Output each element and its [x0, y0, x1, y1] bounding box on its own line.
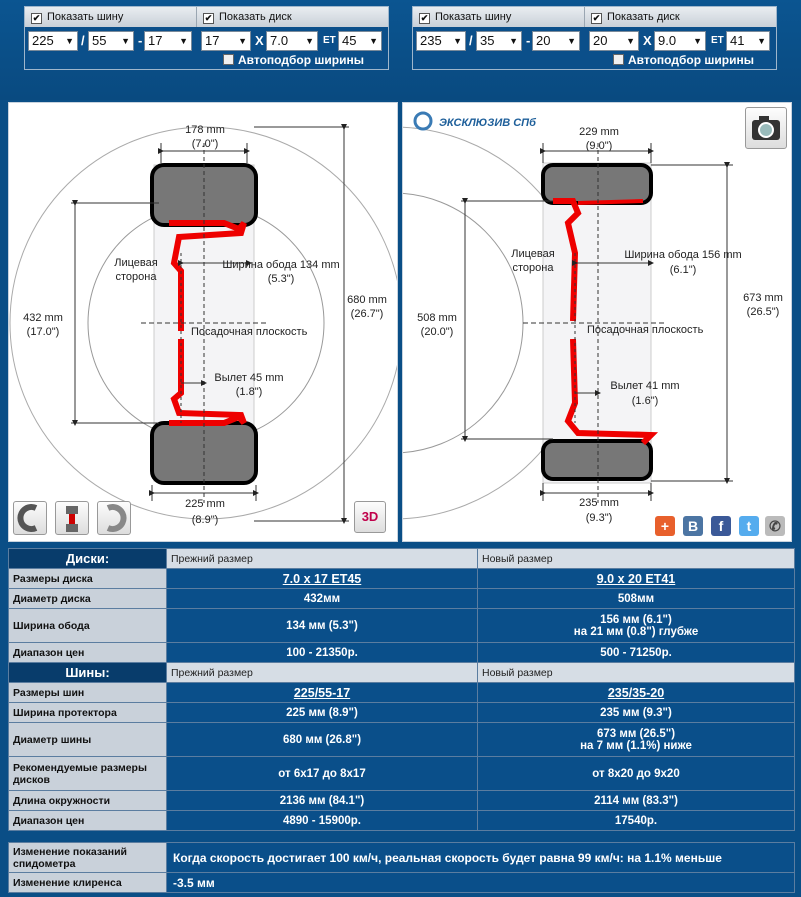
chevron-down-icon: ▼	[453, 36, 462, 46]
show-disk-toggle[interactable]	[585, 7, 778, 27]
checkbox-checked-icon[interactable]: ✔	[32, 13, 41, 23]
rim-width-label: Ширина обода 134 mm	[222, 259, 340, 271]
new-value: 235 мм (9.3")	[478, 703, 795, 723]
old-value: 432мм	[167, 589, 478, 609]
top-width-mm: 229 mm	[579, 126, 619, 138]
show-tire-toggle[interactable]	[25, 7, 197, 27]
row-label: Ширина протектора	[9, 703, 167, 723]
offset-in: (1.6")	[631, 395, 659, 407]
chevron-down-icon: ▼	[121, 36, 130, 46]
table-row	[9, 703, 795, 723]
wheel-side-icon	[98, 502, 130, 534]
x-separator: X	[643, 33, 652, 48]
table-row	[9, 757, 795, 791]
new-value-line1: 156 мм (6.1")	[600, 613, 672, 626]
speedometer-row	[9, 843, 795, 873]
clearance-change-text: -3.5 мм	[167, 873, 795, 893]
new-value	[478, 723, 795, 757]
checkbox-icon[interactable]	[613, 54, 624, 65]
tire-diameter-mm: 680 mm	[347, 294, 387, 306]
select-value: 7.0	[270, 33, 289, 48]
table-row	[9, 791, 795, 811]
face-side-label: Лицевая	[511, 248, 555, 260]
chevron-down-icon: ▼	[65, 36, 74, 46]
select-value: 225	[32, 33, 54, 48]
checkbox-icon[interactable]	[223, 54, 234, 65]
row-label: Рекомендуемые размеры дисков	[9, 757, 167, 791]
tire-profile-select[interactable]	[88, 31, 134, 51]
select-value: 235	[420, 33, 442, 48]
top-width-in: (7.0")	[191, 138, 219, 150]
old-value: 134 мм (5.3")	[167, 609, 478, 643]
show-disk-toggle[interactable]	[197, 7, 390, 27]
table-row	[9, 811, 795, 831]
old-tire-size-link[interactable]: 225/55-17	[293, 685, 351, 700]
old-value: 2136 мм (84.1")	[167, 791, 478, 811]
new-value: 2114 мм (83.3")	[478, 791, 795, 811]
disk-diameter-mm: 508 mm	[417, 312, 457, 324]
row-label: Диаметр шины	[9, 723, 167, 757]
new-value: 508мм	[478, 589, 795, 609]
disks-section-title: Диски:	[9, 549, 167, 569]
seat-plane-label: Посадочная плоскость	[587, 324, 704, 336]
select-value: 35	[480, 33, 495, 48]
old-disk-size-link[interactable]: 7.0 x 17 ET45	[282, 571, 362, 586]
slash-separator: /	[469, 33, 473, 48]
tire-diameter-in: (26.7")	[350, 308, 384, 320]
size-controls-bar	[0, 0, 801, 100]
old-value: 680 мм (26.8")	[167, 723, 478, 757]
tire-section-icon	[14, 502, 46, 534]
speedometer-change-text: Когда скорость достигает 100 км/ч, реальная скорость будет равна 99 км/ч: на 1.1% меньше	[167, 843, 795, 873]
disk-diameter-mm: 432 mm	[23, 312, 63, 324]
row-label: Диапазон цен	[9, 811, 167, 831]
chevron-down-icon: ▼	[238, 36, 247, 46]
face-side-label-2: сторона	[115, 271, 157, 283]
auto-width-label: Автоподбор ширины	[238, 53, 364, 67]
disk-et-select[interactable]	[726, 31, 770, 51]
bottom-width-mm: 235 mm	[579, 497, 619, 509]
show-disk-label: Показать диск	[607, 11, 680, 23]
disk-width-select[interactable]	[654, 31, 706, 51]
table-row	[9, 609, 795, 643]
show-tire-toggle[interactable]	[413, 7, 585, 27]
new-value-line2: на 7 мм (1.1%) ниже	[580, 739, 692, 752]
new-value: от 8x20 до 9x20	[478, 757, 795, 791]
tire-diameter-in: (26.5")	[746, 306, 780, 318]
chevron-down-icon: ▼	[567, 36, 576, 46]
x-separator: X	[255, 33, 264, 48]
row-label: Диаметр диска	[9, 589, 167, 609]
chevron-down-icon: ▼	[179, 36, 188, 46]
tire-width-select[interactable]	[28, 31, 78, 51]
table-row	[9, 723, 795, 757]
new-tire-size-link[interactable]: 235/35-20	[607, 685, 665, 700]
old-size-column-header: Прежний размер	[167, 549, 478, 569]
3d-icon: 3D	[361, 509, 379, 524]
select-value: 20	[536, 33, 551, 48]
summary-table	[8, 842, 795, 893]
share-plus-icon[interactable]: +	[655, 516, 675, 536]
clearance-row	[9, 873, 795, 893]
new-value: 500 - 71250р.	[478, 643, 795, 663]
tires-header-row	[9, 663, 795, 683]
tires-section-title: Шины:	[9, 663, 167, 683]
new-value	[478, 569, 795, 589]
tire-width-select[interactable]	[416, 31, 466, 51]
old-size-column-header: Прежний размер	[167, 663, 478, 683]
row-label: Размеры диска	[9, 569, 167, 589]
select-value: 17	[205, 33, 220, 48]
twitter-icon[interactable]: t	[739, 516, 759, 536]
tire-rim-select[interactable]	[144, 31, 192, 51]
facebook-icon[interactable]: f	[711, 516, 731, 536]
offset-label: Вылет 41 mm	[610, 380, 680, 392]
brand-name: ЭКСКЛЮЗИВ СПб	[439, 117, 536, 129]
disk-diameter-select[interactable]	[201, 31, 251, 51]
tire-rim-select[interactable]	[532, 31, 580, 51]
select-value: 41	[730, 33, 745, 48]
et-label: ET	[323, 35, 336, 46]
brand-logo-icon	[415, 113, 431, 129]
checkbox-checked-icon[interactable]: ✔	[204, 13, 213, 23]
profile-view-button[interactable]	[55, 501, 89, 535]
disks-header-row	[9, 549, 795, 569]
top-width-in: (9.0")	[585, 140, 613, 152]
new-value	[478, 683, 795, 703]
et-label: ET	[711, 35, 724, 46]
chevron-down-icon: ▼	[757, 36, 766, 46]
tire-diameter-mm: 673 mm	[743, 292, 783, 304]
bottom-width-in: (8.9")	[191, 514, 219, 526]
checkbox-checked-icon[interactable]: ✔	[592, 13, 601, 23]
new-value-line2: на 21 мм (0.8") глубже	[573, 625, 699, 638]
disk-width-select[interactable]	[266, 31, 318, 51]
camera-icon	[746, 108, 786, 148]
wheel-profile-icon	[56, 502, 88, 534]
auto-width-label: Автоподбор ширины	[628, 53, 754, 67]
disk-diameter-select[interactable]	[589, 31, 639, 51]
show-disk-label: Показать диск	[219, 11, 292, 23]
new-value-line1: 673 мм (26.5")	[596, 727, 676, 740]
new-wheel-drawing	[403, 103, 792, 542]
screenshot-button[interactable]	[745, 107, 787, 149]
row-label: Ширина обода	[9, 609, 167, 643]
row-label: Изменение показаний спидометра	[9, 843, 167, 873]
old-value: 100 - 21350р.	[167, 643, 478, 663]
auto-width-checkbox[interactable]	[223, 53, 364, 67]
3d-view-button[interactable]	[354, 501, 386, 533]
disk-diameter-in: (17.0")	[26, 326, 60, 338]
vk-icon[interactable]: B	[683, 516, 703, 536]
old-size-panel	[24, 6, 389, 70]
old-wheel-drawing	[9, 103, 398, 542]
table-row	[9, 569, 795, 589]
disk-diameter-in: (20.0")	[420, 326, 454, 338]
select-value: 9.0	[658, 33, 677, 48]
new-wheel-diagram	[402, 102, 792, 542]
skype-icon[interactable]: ✆	[765, 516, 785, 536]
bottom-width-in: (9.3")	[585, 512, 613, 524]
top-width-mm: 178 mm	[185, 124, 225, 136]
row-label: Длина окружности	[9, 791, 167, 811]
new-size-column-header: Новый размер	[478, 663, 795, 683]
comparison-table	[8, 548, 795, 831]
checkbox-checked-icon[interactable]: ✔	[420, 13, 429, 23]
dash-separator: -	[526, 33, 531, 48]
select-value: 17	[148, 33, 163, 48]
tire-profile-select[interactable]	[476, 31, 522, 51]
table-row	[9, 589, 795, 609]
show-tire-label: Показать шину	[435, 11, 512, 23]
chevron-down-icon: ▼	[305, 36, 314, 46]
new-value: 17540р.	[478, 811, 795, 831]
old-value: от 6x17 до 8x17	[167, 757, 478, 791]
select-value: 45	[342, 33, 357, 48]
side-view-button[interactable]	[97, 501, 131, 535]
chevron-down-icon: ▼	[509, 36, 518, 46]
new-disk-size-link[interactable]: 9.0 x 20 ET41	[596, 571, 676, 586]
auto-width-checkbox[interactable]	[613, 53, 754, 67]
panel-header	[25, 7, 388, 27]
chevron-down-icon: ▼	[693, 36, 702, 46]
tire-view-button[interactable]	[13, 501, 47, 535]
rim-width-in: (6.1")	[669, 264, 697, 276]
face-side-label: Лицевая	[114, 257, 158, 269]
dash-separator: -	[138, 33, 143, 48]
offset-label: Вылет 45 mm	[214, 372, 284, 384]
table-row	[9, 683, 795, 703]
offset-in: (1.8")	[235, 386, 263, 398]
panel-header	[413, 7, 776, 27]
old-wheel-diagram	[8, 102, 398, 542]
show-tire-label: Показать шину	[47, 11, 124, 23]
table-row	[9, 643, 795, 663]
new-value	[478, 609, 795, 643]
new-size-column-header: Новый размер	[478, 549, 795, 569]
seat-plane-label: Посадочная плоскость	[191, 326, 308, 338]
old-value	[167, 569, 478, 589]
select-value: 55	[92, 33, 107, 48]
bottom-width-mm: 225 mm	[185, 498, 225, 510]
old-value	[167, 683, 478, 703]
row-label: Изменение клиренса	[9, 873, 167, 893]
chevron-down-icon: ▼	[626, 36, 635, 46]
new-size-panel	[412, 6, 777, 70]
rim-width-in: (5.3")	[267, 273, 295, 285]
old-value: 225 мм (8.9")	[167, 703, 478, 723]
rim-width-label: Ширина обода 156 mm	[624, 249, 742, 261]
old-value: 4890 - 15900р.	[167, 811, 478, 831]
select-value: 20	[593, 33, 608, 48]
face-side-label-2: сторона	[512, 262, 554, 274]
row-label: Диапазон цен	[9, 643, 167, 663]
slash-separator: /	[81, 33, 85, 48]
chevron-down-icon: ▼	[369, 36, 378, 46]
disk-et-select[interactable]	[338, 31, 382, 51]
row-label: Размеры шин	[9, 683, 167, 703]
